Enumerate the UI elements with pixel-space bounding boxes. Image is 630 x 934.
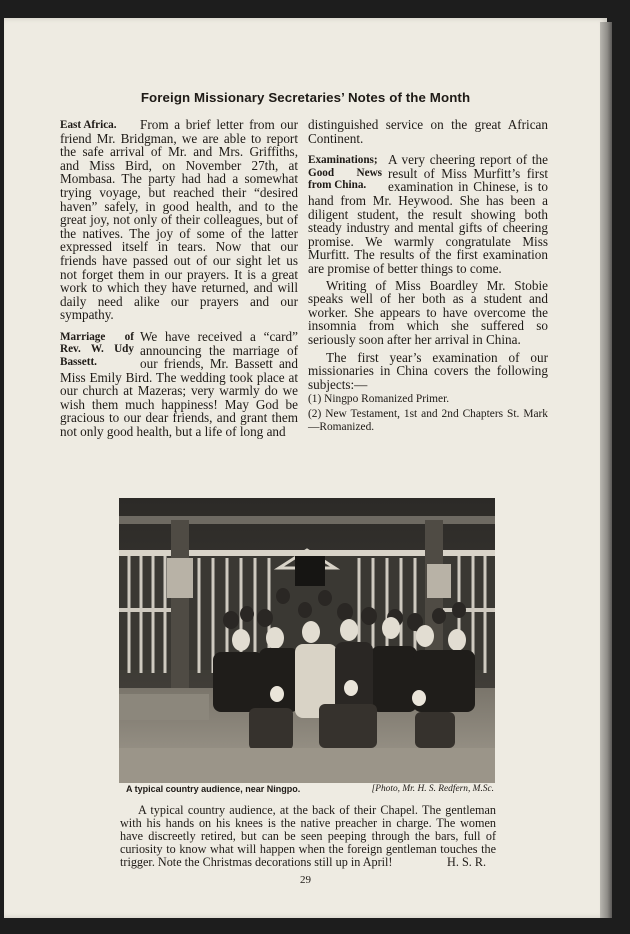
- examinations-paragraph-2: Writing of Miss Boardley Mr. Stobie speaks well of her both as a student and worker. She appears to have overcome the insomnia from which she suffered so seriously soon after her arrival in China.: [308, 277, 548, 347]
- photo-initials: H. S. R.: [447, 855, 486, 869]
- marriage-continuation: distinguished service on the great African Continent.: [308, 117, 548, 146]
- left-column: [60, 118, 298, 439]
- east-africa-paragraph: [60, 118, 298, 322]
- right-column: [308, 118, 548, 434]
- subject-item: (2) New Testament, 1st and 2nd Chapters St. Mark—Romanized.: [308, 408, 548, 434]
- page: [4, 18, 607, 918]
- east-africa-heading: East Africa.: [60, 119, 117, 131]
- photo-credit: [Photo, Mr. H. S. Redfern, M.Sc.: [371, 784, 494, 794]
- book-edge: [600, 22, 612, 918]
- marriage-paragraph: [60, 330, 298, 439]
- page-title: Foreign Missionary Secretaries’ Notes of the Month: [140, 90, 471, 105]
- marriage-text: We have received a “card” announcing the marriage of our friends, Mr. Bassett and Miss Emily Bird. The wedding took place at our church at Mazeras; very warmly do we wish them much happiness! May God be gracious to our dear friends, and grant them not only good health, but a life of long and: [60, 328, 298, 440]
- page-number: 29: [300, 874, 311, 886]
- east-africa-text: From a brief letter from our friend Mr. Bridgman, we are able to report the safe arrival of Mr. and Mrs. Griffiths, and Miss Bird, on November 27th, at Mombasa. The party had had a somewhat trying voyage, but reached their “desired haven” safely, in good health, and to the great joy, not only of their colleagues, but of the natives. The joy of some of the latter expressed itself in tears. Now that our friends have passed out of our sight let us not forget them in our prayers. It is a great work to which they have returned, and will daily need alike our prayers and our sympathy.: [60, 117, 298, 323]
- examinations-paragraph-3: The first year’s examination of our missionaries in China covers the following subjects:—: [308, 349, 548, 392]
- examinations-heading: Examinations; Good News from China.: [308, 154, 382, 191]
- subject-item: (1) Ningpo Romanized Primer.: [308, 393, 450, 406]
- caption-title: A typical country audience, near Ningpo.: [126, 784, 301, 794]
- photo-description-text: A typical country audience, at the back of their Chapel. The gentleman with his hands on his knees is the native preacher in charge. The women have discreetly retired, but can be seen peeping through the bars, full of curiosity to know what will happen when the foreign gentleman touches the trigger. Note the Christmas decorations still up in April!: [120, 803, 496, 869]
- examinations-text-1: A very cheering report of the result of Miss Murfitt’s first examination in Chinese, is to hand from Mr. Heywood. She has been a diligent student, the result showing both steady industry and mental gifts of cheering promise. We warmly congratulate Miss Murfitt. The results of the first examination are promise of better things to come.: [308, 152, 548, 276]
- chapel-audience-photo: [119, 498, 495, 783]
- examinations-paragraph-1: [308, 153, 548, 275]
- photo-illustration: [119, 498, 495, 783]
- marriage-heading: Marriage of Rev. W. Udy Bassett.: [60, 330, 134, 368]
- photo-description: [120, 804, 496, 869]
